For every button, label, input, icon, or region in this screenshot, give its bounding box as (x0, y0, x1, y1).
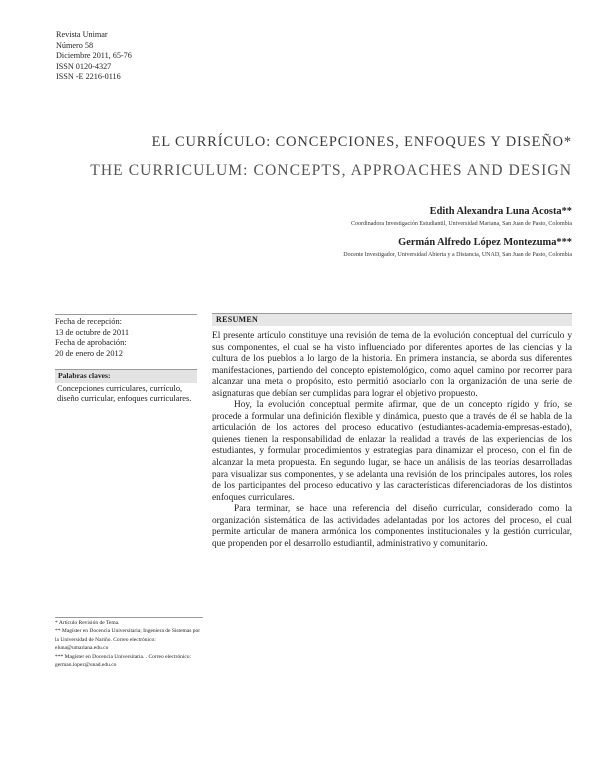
approved-date: 20 de enero de 2012 (55, 348, 123, 358)
approved-label: Fecha de aprobación: (55, 338, 127, 348)
author-affiliation-1: Coordinadora Investigación Estudiantil, Universidad Mariana, San Juan de Pasto, Colombia (351, 221, 572, 227)
received-label: Fecha de recepción: (55, 317, 122, 326)
abstract-paragraph-3: Para terminar, se hace una referencia del diseño curricular, considerado como la organización sistemática de las actividades adelantadas por los actores del proceso, el cual permite articular de manera armónica los componentes institucionales y la gestión curricular, que propenden por el desarrollo estudiantil, administrativo y comunitario. (212, 504, 572, 549)
footnotes (55, 617, 203, 669)
title-spanish: EL CURRÍCULO: CONCEPCIONES, ENFOQUES Y DISEÑO* (151, 134, 572, 150)
journal-issn: ISSN 0120-4327 (56, 61, 112, 71)
author-affiliation-2: Docente Investigador, Universidad Abierta y a Distancia, UNAD, San Juan de Pasto, Colombia (343, 252, 572, 258)
author-name-1: Edith Alexandra Luna Acosta** (429, 206, 572, 217)
journal-info (56, 30, 132, 83)
abstract-paragraph-1: El presente artículo constituye una revisión de tema de la evolución conceptual del currículo y sus componentes, el cual se ha visto influenciado por diferentes aportes de las ciencias y la cultura de los pueblos a lo largo de la historia. En primera instancia, se aborda sus diferentes manifestaciones, partiendo del concepto epistemológico, como aquel camino por recorrer para alcanzar una meta o propósito, esto permitió asociarlo con la organización de una serie de asignaturas que debían ser cumplidas para lograr el objetivo propuesto. (212, 331, 572, 399)
title-english: THE CURRICULUM: CONCEPTS, APPROACHES AND DESIGN (90, 162, 572, 179)
journal-issn-e: ISSN -E 2216-0116 (56, 72, 121, 82)
received-date: 13 de octubre de 2011 (55, 327, 130, 337)
journal-name: Revista Unimar (56, 30, 108, 39)
resumen-heading: RESUMEN (216, 315, 259, 324)
author-name-2: Germán Alfredo López Montezuma*** (398, 237, 572, 248)
resumen-header (212, 313, 572, 326)
abstract-body (212, 331, 572, 550)
footnote-3: *** Magíster en Docencia Universitaria. . Correo electrónico: german.lopez@unad.edu.co (55, 653, 192, 669)
dates-box (55, 314, 197, 359)
abstract-paragraph-2: Hoy, la evolución conceptual permite afirmar, que de un concepto rígido y frío, se procede a formular una definición flexible y dinámica, puesto que a través de él se habla de la articulación de los actores del proceso educativo (estudiantes-academia-empresas-estado), quienes tienen la responsabilidad de enlazar la realidad a través de las experiencias de los estudiantes, y formular procedimientos y estrategias para dinamizar el proceso, con el fin de alcanzar la meta propuesta. En segundo lugar, se hace un análisis de las teorías desarrolladas para visualizar sus componentes, y se adelanta una revisión de los principales autores, los roles de los participantes del proceso educativo y las características diferenciadoras de los distintos enfoques curriculares. (212, 400, 572, 503)
journal-date-pages: Diciembre 2011, 65-76 (56, 51, 132, 61)
keywords-box (55, 369, 197, 405)
footnote-2: ** Magíster en Docencia Universitaria; Ingeniera de Sistemas por la Universidad de Nariño. Correo electrónico: eluna@umariana.edu.co (55, 628, 201, 652)
keywords-text: Concepciones curriculares, currículo, diseño curricular, enfoques curriculares. (57, 383, 192, 404)
footnote-1: * Artículo Revisión de Tema. (55, 620, 120, 626)
journal-number: Número 58 (56, 40, 94, 50)
keywords-heading: Palabras claves: (55, 370, 197, 383)
